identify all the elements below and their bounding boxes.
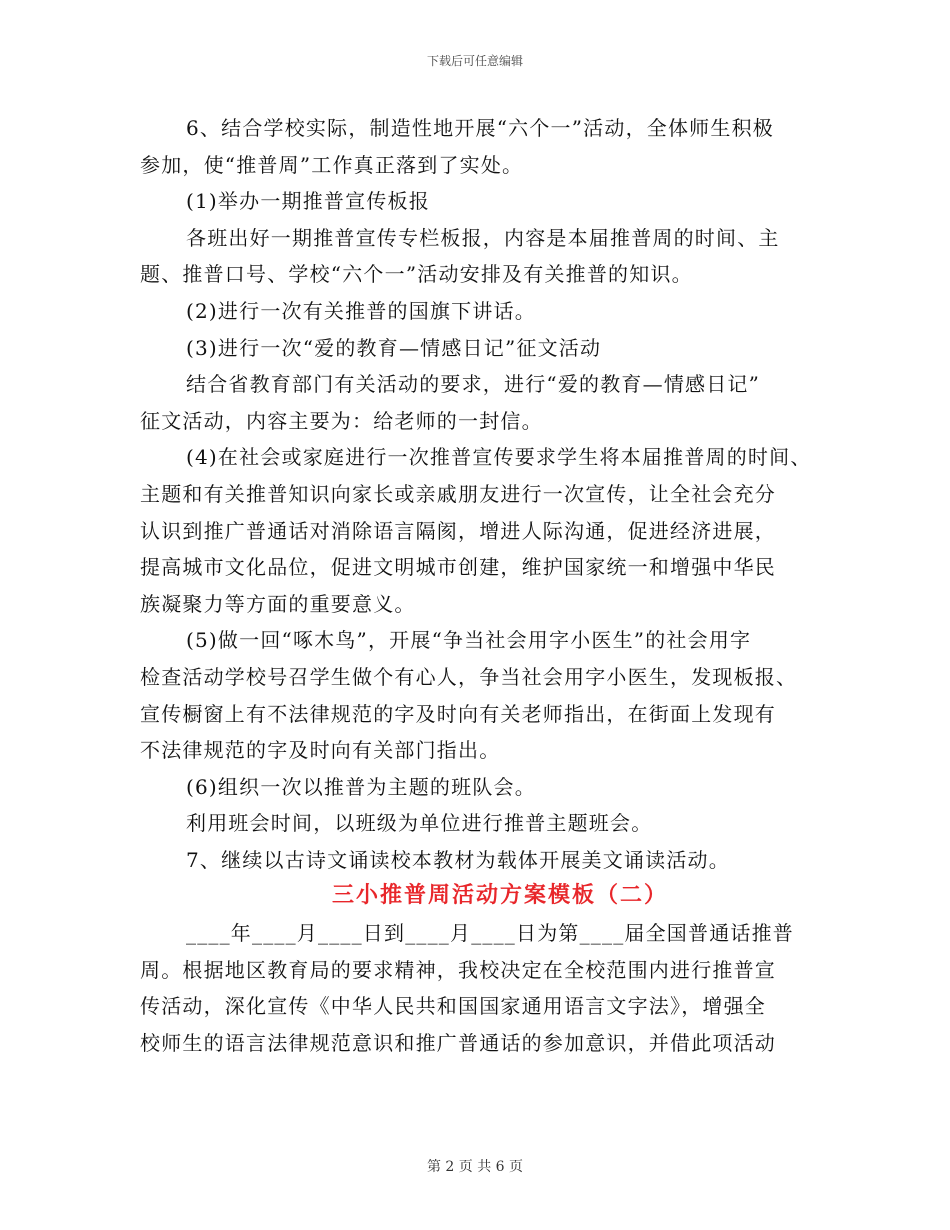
paragraph-line: 题、推普口号、学校“六个一”活动安排及有关推普的知识。 (140, 262, 693, 287)
section-title: 三小推普周活动方案模板（二） (331, 883, 668, 909)
paragraph-line: 结合省教育部门有关活动的要求，进行“爱的教育—情感日记” (186, 372, 761, 397)
page-footer: 第 2 页 共 6 页 (426, 1159, 524, 1175)
list-item-heading: (1)举办一期推普宣传板报 (186, 189, 430, 214)
list-item-heading: (2)进行一次有关推普的国旗下讲话。 (186, 298, 536, 323)
list-item-heading: (5)做一回“啄木鸟”，开展“争当社会用字小医生”的社会用字 (186, 628, 752, 653)
paragraph-line: 传活动，深化宣传《中华人民共和国国家通用语言文字法》，增强全 (140, 994, 766, 1019)
list-item-heading: (6)组织一次以推普为主题的班队会。 (186, 774, 536, 799)
paragraph-line: 检查活动学校号召学生做个有心人，争当社会用字小医生，发现板报、 (140, 664, 798, 689)
paragraph-line: 不法律规范的字及时向有关部门指出。 (140, 738, 501, 763)
paragraph-line: 周。根据地区教育局的要求精神，我校决定在全校范围内进行推普宣 (140, 957, 776, 982)
paragraph-line: 校师生的语言法律规范意识和推广普通话的参加意识，并借此项活动 (140, 1030, 776, 1055)
paragraph-line: 征文活动，内容主要为：给老师的一封信。 (140, 408, 543, 433)
paragraph-line: 主题和有关推普知识向家长或亲戚朋友进行一次宣传，让全社会充分 (140, 481, 776, 506)
page-header: 下载后可任意编辑 (426, 54, 523, 68)
paragraph-line: 各班出好一期推普宣传专栏板报，内容是本届推普周的时间、主 (186, 225, 780, 250)
paragraph-line: 参加，使“推普周”工作真正落到了实处。 (140, 152, 524, 177)
list-item-heading: (3)进行一次“爱的教育—情感日记”征文活动 (186, 335, 602, 360)
paragraph-line: 6、结合学校实际，制造性地开展“六个一”活动，全体师生积极 (186, 116, 774, 140)
paragraph-line: 7、继续以古诗文诵读校本教材为载体开展美文诵读活动。 (186, 847, 730, 872)
paragraph-line: ____年____月____日到____月____日为第____届全国普通话推普 (186, 921, 794, 946)
paragraph-line: 族凝聚力等方面的重要意义。 (140, 591, 416, 616)
paragraph-line: 提高城市文化品位，促进文明城市创建，维护国家统一和增强中华民 (140, 555, 776, 580)
list-item-heading: (4)在社会或家庭进行一次推普宣传要求学生将本届推普周的时间、 (186, 445, 812, 470)
paragraph-line: 利用班会时间，以班级为单位进行推普主题班会。 (186, 811, 653, 836)
document-body (140, 110, 820, 1061)
paragraph-line: 认识到推广普通话对消除语言隔阂，增进人际沟通，促进经济进展， (140, 518, 776, 543)
paragraph-line: 宣传橱窗上有不法律规范的字及时向有关老师指出，在街面上发现有 (140, 701, 776, 726)
